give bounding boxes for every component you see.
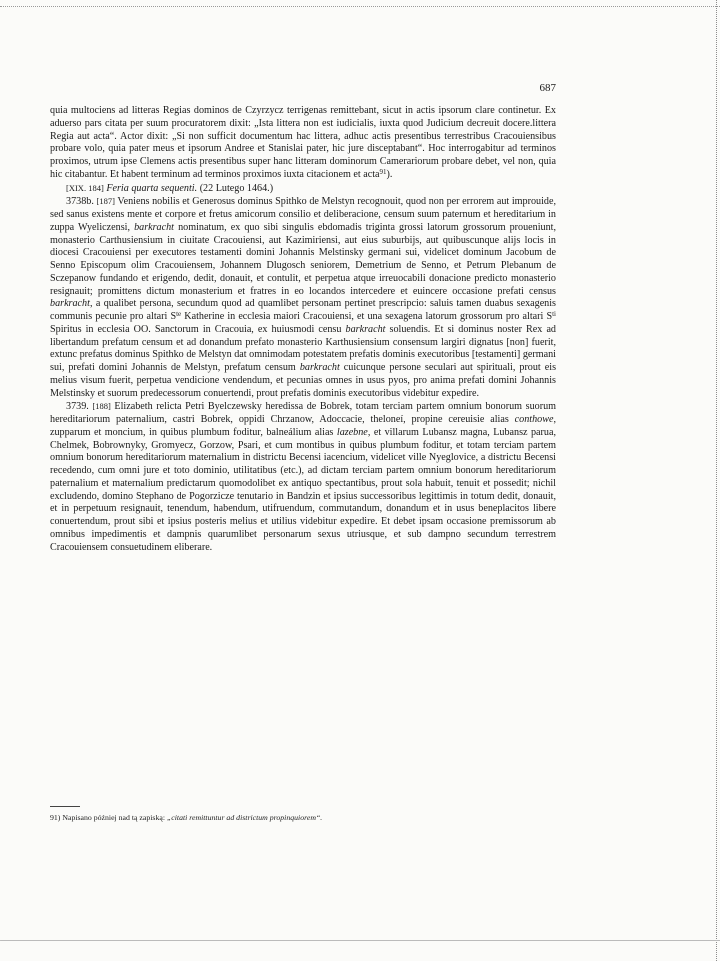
heading-date: (22 Lutego 1464.) [199, 182, 274, 194]
footnote-mark: 91) [50, 813, 61, 822]
heading-day: Feria quarta sequenti. [106, 182, 198, 194]
entry-reference: [188] [92, 401, 111, 412]
superscript-ti: ti [552, 310, 556, 318]
heading-reference: [XIX. 184] [66, 182, 104, 193]
page-right-edge [716, 0, 717, 961]
entry-number: 3738b. [66, 196, 94, 208]
keyword-barkracht: barkracht [299, 362, 340, 373]
text-b5: Spiritus in ecclesia OO. Sanctorum in Cracouia, ex huiusmodi censu [50, 323, 342, 335]
page-bottom-curl [0, 940, 720, 961]
text-a2: ). [386, 168, 393, 180]
footnote-marker: 91 [379, 167, 387, 176]
text-c3: , et villarum Lubansz magna, Lubansz parua, Chelmek, Bobrownyky, Gromyecz, Gorzow, Psari, et cum montibus in quibus plumbum foditur, et totam terciam partem omnium bonorum hereditariorum maternalium in districtu Becensi iacencium, videlicet ville Nyeglovice, a districtu Becensi recedendo, cum omni jure et toto dominio, utilitatibus (etc.), ad dictam terciam partem omnium bonorum hereditariorum paternalium et maternalium predictarum quomodolibet ex antiquo spectantibus, prout sola habuit, tenuit et possedit; nichil excludendo, domino Stephano de Pogorzicze tenutario in Bandzin et ipsius successoribus legittimis in totum dedit, donauit, et in perpetuum resignauit, tenendum, habendum, utifruendum, commutandum, donandum et in usus beneplacitos libere conuertendum, prout sibi et ipsius posteris melius et utilius videbitur expedire. Et debet ipsam occasione premissorum ab omnibus impedimentis et dampnis quarumlibet personarum sexus utriusque, et sub dampno secundum terrestrem Cracouiensem consuetudinem eliberare. [50, 426, 557, 553]
text-c2: , zupparum et moncium, in quibus plumbum foditur, balneálium alias [50, 414, 556, 438]
keyword-conthowe: conthowe [514, 414, 554, 425]
text-b2: nominatum, ex quo sibi singulis ebdomadis triginta grossi latorum grossorum proueniunt, monasterio Carthusiensium in ciuitate Cracouiensi, aut Kazimiriensi, aut eius suburbijs, aut quibuscunque alijs locis in diocesi Cracouiensi per executores testamenti domini Johannis Melstinsky germani sui, videlicet dominum Jacobum de Senno Episcopum olim Cracouiensem, Johannem Dlugosch seniorem, Demetrium de Senno, et Petrum Plebanum de Sczepanow fundando et erigendo, dedit, donauit, et contulit, et perpetua atque irreuocabili donacione predicto monasterio resignauit; promittens dictum monasterium et fratres in eo locandos intercedere et euincere occasione prefati census [50, 221, 557, 297]
footnote-divider [50, 806, 80, 807]
entry-3738b [50, 195, 556, 400]
text-b4: Katherine in ecclesia maiori Cracouiensi, et una sexagena latorum grossorum pro altari S [184, 311, 553, 322]
entry-number: 3739. [66, 401, 89, 413]
page-number: 687 [539, 82, 556, 94]
page-top-edge [0, 6, 720, 7]
footnote [50, 806, 556, 823]
keyword-barkracht: barkracht [134, 221, 174, 233]
keyword-barkracht: barkracht [50, 298, 90, 310]
text-b6: soluendis. Et si dominus noster Rex ad libertandum prefatum censum et ad donandum prefato monasterio Karthusiensium consensum largiri dignatus [non] fuerit, extunc prefatus dominus Spithko de Melstyn dat omnimodam potestatem prefatis dominis executoribus [testamenti] germani sui, prefati domini Johannis de Melstyn, prefatum censum [50, 323, 556, 373]
text-c1: Elizabeth relicta Petri Byelczewsky heredissa de Bobrek, totam terciam partem omnium bonorum suorum hereditariorum paternalium, castri Bobrek, oppidi Chrzanow, Adoccacie, theloneí, propine cereuisie alias [50, 401, 557, 425]
superscript-te: te [176, 310, 182, 318]
text-a1: quia multociens ad litteras Regias dominos de Czyrzycz terrigenas remittebant, sicut in actis ipsorum clare continetur. Ex aduerso pars citata per suum procuratorem dixit: „Ista littera non est iudicialis, iuxta quod Judicium decreuit docere.littera Regia aut acta“. Actor dixit: „Si non sufficit documentum hac littera, adhuc actis presentibus terrestribus Cracouiensibus probare volo, quia pater meus et ipsorum Andree et Stanislai pater, hic jure disceptabant“. Hoc interrogabitur ad terminos proximos, utrum ipse Clemens actis presentibus super hanc litteram dominorum Camerariorum probare debet, vel non, quia hic citabantur. Et habent terminum ad terminos proximos iuxta citacionem et acta [50, 105, 556, 180]
body-text [50, 105, 556, 554]
entry-reference: [187] [96, 196, 115, 207]
entry-heading [50, 182, 556, 196]
footnote-text: Napisano później nad tą zapiską: [62, 813, 165, 822]
text-b1: Veniens nobilis et Generosus dominus Spithko de Melstyn recognouit, quod non per errorem aut improuide, sed sanus existens mente et corpore et fretus amicorum consilio et deliberacione, censum suum paternum et hereditarium in zuppa Wyeliczensi, [50, 196, 556, 233]
footnote-quote: „citati remittuntur ad districtum propinquiorem“. [166, 813, 323, 822]
keyword-lazebne: lazebne [336, 426, 368, 438]
text-b7: cuicunque persone seculari aut spirituali, prout eis melius visum fuerit, perpetua vendicione vendendum, et pecunias omnes in usus pyos, pro anima prefati domini Johannis Melstinsky et suorum predecessorum conuertendi, prout prefatis dominis executoribus videbitur expedire. [50, 362, 557, 399]
entry-3739 [50, 400, 556, 554]
text-b3: , a qualibet persona, secundum quod ad quamlibet personam pertinet prescripcio: saluis tamen duabus sexagenis communis pecunie pro altari S [50, 298, 556, 322]
paragraph-continuation [50, 105, 556, 182]
keyword-barkracht: barkracht [345, 323, 386, 335]
